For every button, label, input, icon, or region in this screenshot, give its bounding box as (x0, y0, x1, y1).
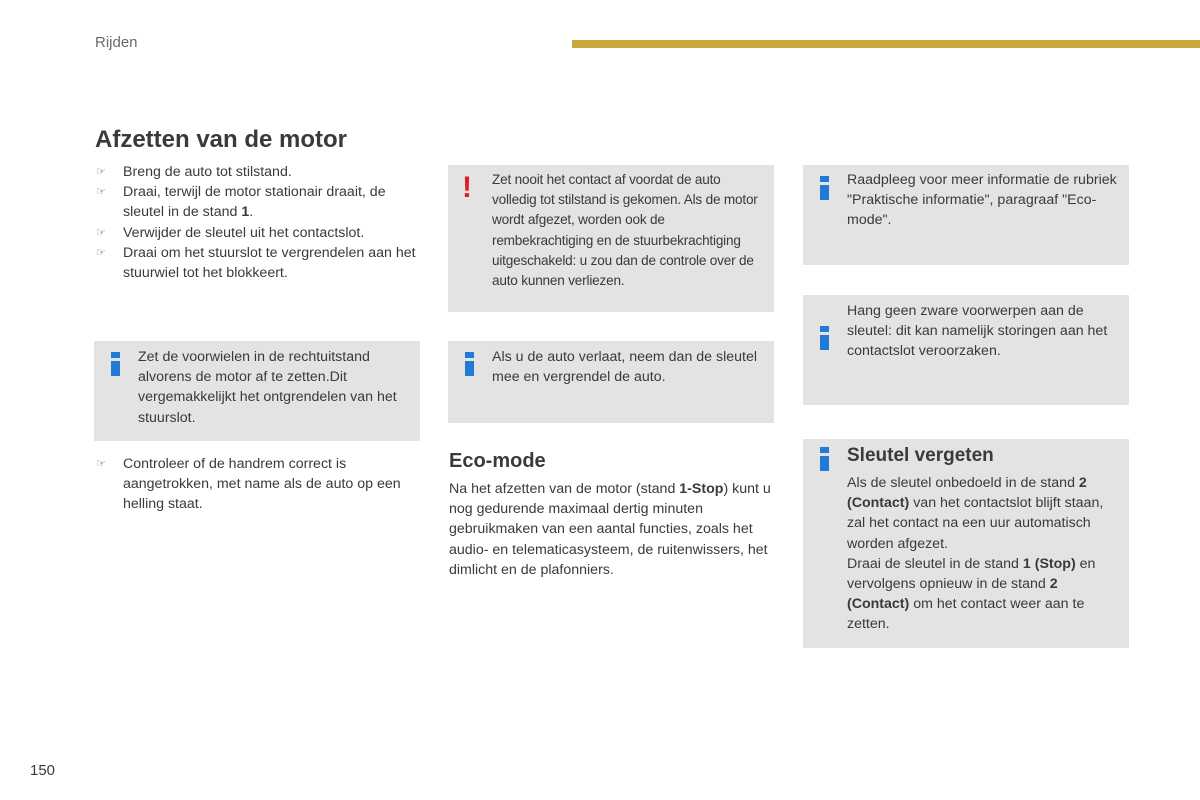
section-label: Rijden (95, 34, 138, 51)
info-text: Als u de auto verlaat, neem dan de sleutel mee en vergrendel de auto. (492, 349, 758, 386)
handbrake-list (95, 454, 405, 515)
list-item: ☞ Draai om het stuurslot te vergrendelen aan het stuurwiel tot het blokkeert. (96, 244, 416, 282)
info-icon (820, 176, 829, 200)
info-box-weight (803, 295, 1129, 405)
pointer-icon: ☞ (96, 186, 106, 199)
info-box-eco (803, 165, 1129, 265)
warning-box (448, 165, 774, 312)
forgot-key-heading: Sleutel vergeten (847, 445, 994, 466)
info-text: Hang geen zware voorwerpen aan de sleutel: dit kan namelijk storingen aan het contactslot veroorzaken. (847, 303, 1108, 360)
info-box-leave (448, 341, 774, 423)
pointer-icon: ☞ (96, 166, 106, 178)
list-item: ☞ Controleer of de handrem correct is aangetrokken, met name als de auto op een helling staat. (96, 456, 401, 513)
info-icon (465, 352, 474, 376)
steps-list (95, 162, 425, 283)
page-title: Afzetten van de motor (95, 126, 348, 153)
warning-icon: ! (462, 171, 472, 204)
info-icon (820, 447, 829, 471)
info-box-forgot-key (803, 439, 1129, 648)
list-item: ☞ Verwijder de sleutel uit het contactslot. (95, 223, 425, 243)
info-icon (111, 352, 120, 376)
info-box-wheels (94, 341, 420, 441)
page-number: 150 (30, 762, 56, 779)
info-text: Zet de voorwielen in de rechtuitstand alvorens de motor af te zetten.Dit vergemakkelijkt het ontgrendelen van het stuurslot. (138, 349, 397, 426)
eco-mode-text: Na het afzetten van de motor (stand 1-Stop) kunt u nog gedurende maximaal dertig minuten gebruikmaken van een aantal functies, zoals het audio- en telematicasysteem, de ruitenwissers, het dimlicht en de plafonniers. (449, 481, 771, 578)
eco-mode-heading: Eco-mode (449, 450, 546, 472)
pointer-icon: ☞ (96, 458, 106, 470)
info-icon (820, 326, 829, 350)
warning-text: Zet nooit het contact af voordat de auto volledig tot stilstand is gekomen. Als de motor wordt afgezet, worden ook de rembekrachtiging en de stuurbekrachtiging uitgeschakeld: u zou dan de controle over de auto kunnen verliezen. (492, 172, 758, 289)
list-item: ☞ Breng de auto tot stilstand. (95, 162, 425, 182)
header-accent-bar (572, 40, 1200, 48)
pointer-icon: ☞ (96, 246, 106, 259)
info-text: Raadpleeg voor meer informatie de rubriek "Praktische informatie", paragraaf "Eco-mode". (847, 172, 1117, 229)
list-item: ☞ Draai, terwijl de motor stationair draait, de sleutel in de stand 1. (96, 184, 386, 221)
forgot-key-text: Als de sleutel onbedoeld in de stand 2 (Contact) van het contactslot blijft staan, zal het contact na een uur automatisch worden afgezet. Draai de sleutel in de stand 1 (Stop) en vervolgens opnieuw in de stand 2 (Contact) om het contact weer aan te zetten. (847, 475, 1104, 633)
pointer-icon: ☞ (96, 226, 106, 239)
